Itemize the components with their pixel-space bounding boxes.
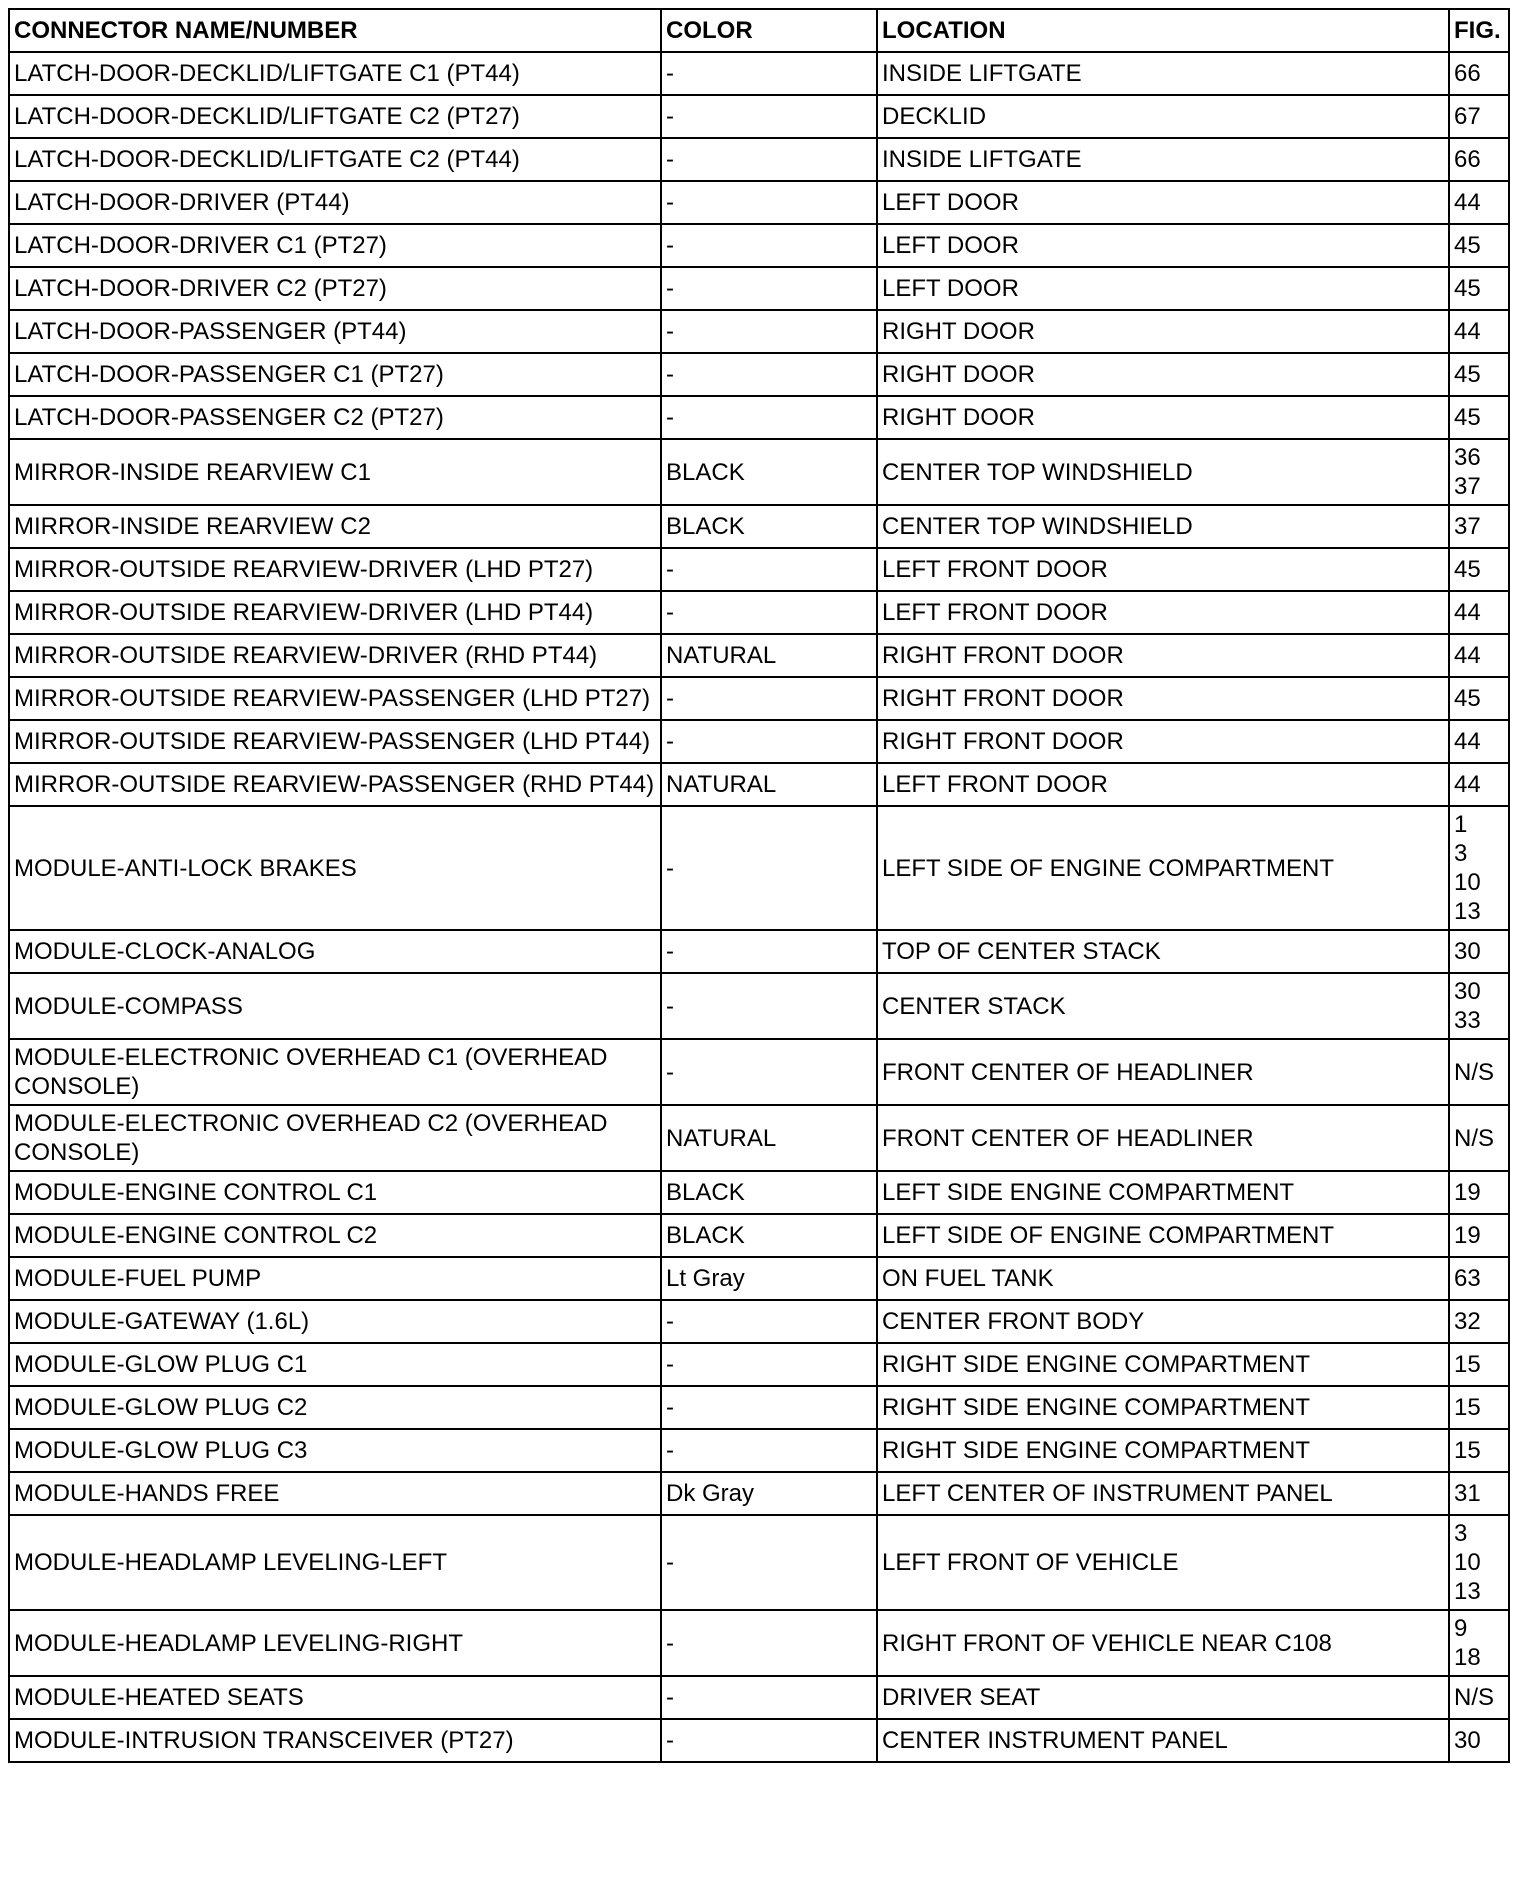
color-cell: - [661, 310, 877, 353]
fig-cell [1449, 1171, 1509, 1214]
fig-cell [1449, 224, 1509, 267]
fig-cell [1449, 1386, 1509, 1429]
table-row [9, 1105, 1509, 1171]
table-row [9, 181, 1509, 224]
location-cell: TOP OF CENTER STACK [877, 930, 1449, 973]
connector-name-cell: MODULE-FUEL PUMP [9, 1257, 661, 1300]
table-row [9, 1343, 1509, 1386]
fig-cell [1449, 267, 1509, 310]
location-cell: RIGHT FRONT OF VEHICLE NEAR C108 [877, 1610, 1449, 1676]
fig-cell [1449, 95, 1509, 138]
fig-number: N/S [1454, 1124, 1495, 1152]
connector-name-cell: LATCH-DOOR-DECKLID/LIFTGATE C2 (PT44) [9, 138, 661, 181]
color-cell: - [661, 52, 877, 95]
connector-name-cell: MODULE-GLOW PLUG C3 [9, 1429, 661, 1472]
color-cell: BLACK [661, 1214, 877, 1257]
table-row [9, 505, 1509, 548]
location-cell: LEFT FRONT OF VEHICLE [877, 1515, 1449, 1610]
fig-cell [1449, 1105, 1509, 1171]
location-cell: CENTER STACK [877, 973, 1449, 1039]
fig-number: 18 [1454, 1644, 1481, 1671]
color-cell: - [661, 138, 877, 181]
fig-number: 15 [1454, 1351, 1481, 1378]
location-cell: INSIDE LIFTGATE [877, 52, 1449, 95]
fig-number: 37 [1454, 513, 1481, 540]
connector-name-cell: MODULE-INTRUSION TRANSCEIVER (PT27) [9, 1719, 661, 1762]
color-cell: - [661, 1610, 877, 1676]
connector-name-cell: MODULE-GATEWAY (1.6L) [9, 1300, 661, 1343]
fig-cell [1449, 396, 1509, 439]
location-cell: LEFT DOOR [877, 267, 1449, 310]
location-cell: DECKLID [877, 95, 1449, 138]
color-cell: - [661, 181, 877, 224]
fig-number: N/S [1454, 1058, 1495, 1086]
connector-name-cell: LATCH-DOOR-PASSENGER (PT44) [9, 310, 661, 353]
connector-name-cell: MIRROR-OUTSIDE REARVIEW-DRIVER (RHD PT44) [9, 634, 661, 677]
color-cell: - [661, 591, 877, 634]
fig-number: 37 [1454, 473, 1481, 500]
table-row [9, 1386, 1509, 1429]
color-cell: - [661, 1515, 877, 1610]
fig-cell [1449, 310, 1509, 353]
color-cell: - [661, 1386, 877, 1429]
location-cell: RIGHT SIDE ENGINE COMPARTMENT [877, 1386, 1449, 1429]
table-row [9, 310, 1509, 353]
fig-cell [1449, 634, 1509, 677]
connector-name-cell: MODULE-HANDS FREE [9, 1472, 661, 1515]
connector-name-cell: MIRROR-INSIDE REARVIEW C2 [9, 505, 661, 548]
table-row [9, 1676, 1509, 1719]
fig-number: 13 [1454, 898, 1481, 925]
location-cell: LEFT SIDE OF ENGINE COMPARTMENT [877, 1214, 1449, 1257]
table-body [9, 52, 1509, 1762]
table-row [9, 224, 1509, 267]
table-row [9, 1719, 1509, 1762]
fig-cell [1449, 181, 1509, 224]
table-row [9, 634, 1509, 677]
connector-name-cell: MODULE-ENGINE CONTROL C1 [9, 1171, 661, 1214]
fig-cell [1449, 677, 1509, 720]
location-cell: CENTER INSTRUMENT PANEL [877, 1719, 1449, 1762]
color-cell: - [661, 1429, 877, 1472]
fig-number: 44 [1454, 318, 1481, 345]
fig-cell [1449, 1257, 1509, 1300]
fig-cell [1449, 1676, 1509, 1719]
fig-number: 3 [1454, 840, 1468, 867]
fig-number: 67 [1454, 103, 1481, 130]
fig-number: 9 [1454, 1615, 1468, 1642]
fig-cell [1449, 1429, 1509, 1472]
connector-name-cell: MODULE-COMPASS [9, 973, 661, 1039]
fig-number: 45 [1454, 275, 1481, 302]
color-cell: BLACK [661, 439, 877, 505]
location-cell: LEFT SIDE ENGINE COMPARTMENT [877, 1171, 1449, 1214]
table-row [9, 930, 1509, 973]
location-cell: RIGHT FRONT DOOR [877, 720, 1449, 763]
fig-cell [1449, 505, 1509, 548]
location-cell: LEFT CENTER OF INSTRUMENT PANEL [877, 1472, 1449, 1515]
fig-number: 63 [1454, 1265, 1481, 1292]
fig-cell [1449, 138, 1509, 181]
fig-number: 33 [1454, 1007, 1481, 1034]
table-row [9, 973, 1509, 1039]
table-row [9, 806, 1509, 930]
table-row [9, 720, 1509, 763]
fig-cell [1449, 973, 1509, 1039]
color-cell: - [661, 720, 877, 763]
location-cell: LEFT DOOR [877, 181, 1449, 224]
table-row [9, 52, 1509, 95]
connector-name-cell: LATCH-DOOR-PASSENGER C2 (PT27) [9, 396, 661, 439]
location-cell: ON FUEL TANK [877, 1257, 1449, 1300]
table-row [9, 548, 1509, 591]
connector-name-cell: MIRROR-OUTSIDE REARVIEW-DRIVER (LHD PT27) [9, 548, 661, 591]
header-fig: FIG. [1449, 9, 1509, 52]
fig-number: 44 [1454, 728, 1481, 755]
fig-number: 19 [1454, 1222, 1481, 1249]
color-cell: - [661, 806, 877, 930]
color-cell: - [661, 1343, 877, 1386]
fig-cell [1449, 548, 1509, 591]
location-cell: LEFT DOOR [877, 224, 1449, 267]
fig-cell [1449, 1472, 1509, 1515]
header-color: COLOR [661, 9, 877, 52]
fig-number: 19 [1454, 1179, 1481, 1206]
connector-name-cell: MODULE-ENGINE CONTROL C2 [9, 1214, 661, 1257]
connector-table [8, 8, 1510, 1763]
fig-number: 44 [1454, 189, 1481, 216]
table-row [9, 1515, 1509, 1610]
table-row [9, 1300, 1509, 1343]
connector-name-cell: MIRROR-OUTSIDE REARVIEW-DRIVER (LHD PT44) [9, 591, 661, 634]
location-cell: RIGHT DOOR [877, 353, 1449, 396]
location-cell: FRONT CENTER OF HEADLINER [877, 1105, 1449, 1171]
location-cell: RIGHT FRONT DOOR [877, 634, 1449, 677]
connector-name-cell: LATCH-DOOR-PASSENGER C1 (PT27) [9, 353, 661, 396]
connector-name-cell: MODULE-ANTI-LOCK BRAKES [9, 806, 661, 930]
fig-cell [1449, 1039, 1509, 1105]
location-cell: RIGHT FRONT DOOR [877, 677, 1449, 720]
color-cell: - [661, 1719, 877, 1762]
fig-cell [1449, 1515, 1509, 1610]
connector-name-cell: LATCH-DOOR-DECKLID/LIFTGATE C2 (PT27) [9, 95, 661, 138]
fig-number: 15 [1454, 1394, 1481, 1421]
fig-cell [1449, 591, 1509, 634]
location-cell: RIGHT DOOR [877, 310, 1449, 353]
fig-number: 45 [1454, 556, 1481, 583]
connector-name-cell: MODULE-ELECTRONIC OVERHEAD C1 (OVERHEAD CONSOLE) [9, 1039, 661, 1105]
fig-cell [1449, 52, 1509, 95]
fig-number: 30 [1454, 978, 1481, 1005]
table-row [9, 353, 1509, 396]
color-cell: - [661, 1039, 877, 1105]
color-cell: - [661, 548, 877, 591]
fig-number: 66 [1454, 146, 1481, 173]
header-connector-name: CONNECTOR NAME/NUMBER [9, 9, 661, 52]
table-row [9, 591, 1509, 634]
connector-name-cell: MODULE-ELECTRONIC OVERHEAD C2 (OVERHEAD CONSOLE) [9, 1105, 661, 1171]
fig-cell [1449, 720, 1509, 763]
fig-number: 44 [1454, 642, 1481, 669]
fig-number: 10 [1454, 869, 1481, 896]
fig-number: 31 [1454, 1480, 1481, 1507]
connector-name-cell: MODULE-GLOW PLUG C2 [9, 1386, 661, 1429]
table-row [9, 763, 1509, 806]
fig-number: 44 [1454, 771, 1481, 798]
color-cell: - [661, 1300, 877, 1343]
table-row [9, 1171, 1509, 1214]
location-cell: CENTER TOP WINDSHIELD [877, 439, 1449, 505]
table-row [9, 1039, 1509, 1105]
table-header-row [9, 9, 1509, 52]
color-cell: NATURAL [661, 1105, 877, 1171]
table-row [9, 396, 1509, 439]
color-cell: - [661, 677, 877, 720]
location-cell: RIGHT DOOR [877, 396, 1449, 439]
fig-number: 45 [1454, 404, 1481, 431]
color-cell: - [661, 224, 877, 267]
table-row [9, 267, 1509, 310]
table-row [9, 1472, 1509, 1515]
location-cell: CENTER FRONT BODY [877, 1300, 1449, 1343]
fig-cell [1449, 1610, 1509, 1676]
fig-cell [1449, 930, 1509, 973]
location-cell: RIGHT SIDE ENGINE COMPARTMENT [877, 1429, 1449, 1472]
color-cell: - [661, 267, 877, 310]
connector-name-cell: MIRROR-OUTSIDE REARVIEW-PASSENGER (RHD PT44) [9, 763, 661, 806]
fig-cell [1449, 1719, 1509, 1762]
location-cell: LEFT FRONT DOOR [877, 591, 1449, 634]
fig-cell [1449, 439, 1509, 505]
connector-name-cell: MODULE-HEADLAMP LEVELING-RIGHT [9, 1610, 661, 1676]
fig-number: 1 [1454, 811, 1468, 838]
connector-name-cell: LATCH-DOOR-DRIVER C2 (PT27) [9, 267, 661, 310]
color-cell: BLACK [661, 1171, 877, 1214]
color-cell: - [661, 973, 877, 1039]
connector-name-cell: MODULE-HEADLAMP LEVELING-LEFT [9, 1515, 661, 1610]
connector-name-cell: MIRROR-INSIDE REARVIEW C1 [9, 439, 661, 505]
color-cell: Dk Gray [661, 1472, 877, 1515]
color-cell: NATURAL [661, 634, 877, 677]
fig-number: 66 [1454, 60, 1481, 87]
fig-cell [1449, 1214, 1509, 1257]
location-cell: LEFT SIDE OF ENGINE COMPARTMENT [877, 806, 1449, 930]
fig-number: N/S [1454, 1684, 1495, 1711]
location-cell: RIGHT SIDE ENGINE COMPARTMENT [877, 1343, 1449, 1386]
fig-number: 45 [1454, 232, 1481, 259]
color-cell: - [661, 95, 877, 138]
color-cell: - [661, 930, 877, 973]
connector-name-cell: MODULE-HEATED SEATS [9, 1676, 661, 1719]
table-row [9, 1257, 1509, 1300]
color-cell: - [661, 1676, 877, 1719]
connector-name-cell: MIRROR-OUTSIDE REARVIEW-PASSENGER (LHD PT44) [9, 720, 661, 763]
fig-cell [1449, 353, 1509, 396]
location-cell: LEFT FRONT DOOR [877, 763, 1449, 806]
fig-cell [1449, 1300, 1509, 1343]
connector-name-cell: LATCH-DOOR-DRIVER (PT44) [9, 181, 661, 224]
fig-number: 3 [1454, 1520, 1468, 1547]
table-row [9, 439, 1509, 505]
connector-name-cell: LATCH-DOOR-DRIVER C1 (PT27) [9, 224, 661, 267]
table-row [9, 677, 1509, 720]
fig-number: 36 [1454, 444, 1481, 471]
connector-name-cell: MODULE-GLOW PLUG C1 [9, 1343, 661, 1386]
fig-cell [1449, 1343, 1509, 1386]
location-cell: DRIVER SEAT [877, 1676, 1449, 1719]
fig-number: 15 [1454, 1437, 1481, 1464]
connector-table-page [8, 8, 1508, 1763]
color-cell: BLACK [661, 505, 877, 548]
table-row [9, 1429, 1509, 1472]
table-row [9, 1214, 1509, 1257]
fig-number: 32 [1454, 1308, 1481, 1335]
fig-cell [1449, 763, 1509, 806]
table-row [9, 1610, 1509, 1676]
fig-number: 30 [1454, 938, 1481, 965]
fig-cell [1449, 806, 1509, 930]
color-cell: - [661, 353, 877, 396]
fig-number: 45 [1454, 361, 1481, 388]
location-cell: FRONT CENTER OF HEADLINER [877, 1039, 1449, 1105]
connector-name-cell: MODULE-CLOCK-ANALOG [9, 930, 661, 973]
color-cell: NATURAL [661, 763, 877, 806]
header-location: LOCATION [877, 9, 1449, 52]
color-cell: - [661, 396, 877, 439]
fig-number: 13 [1454, 1578, 1481, 1605]
location-cell: LEFT FRONT DOOR [877, 548, 1449, 591]
connector-name-cell: LATCH-DOOR-DECKLID/LIFTGATE C1 (PT44) [9, 52, 661, 95]
fig-number: 10 [1454, 1549, 1481, 1576]
location-cell: CENTER TOP WINDSHIELD [877, 505, 1449, 548]
fig-number: 30 [1454, 1727, 1481, 1754]
color-cell: Lt Gray [661, 1257, 877, 1300]
table-row [9, 95, 1509, 138]
location-cell: INSIDE LIFTGATE [877, 138, 1449, 181]
connector-name-cell: MIRROR-OUTSIDE REARVIEW-PASSENGER (LHD PT27) [9, 677, 661, 720]
fig-number: 44 [1454, 599, 1481, 626]
fig-number: 45 [1454, 685, 1481, 712]
table-row [9, 138, 1509, 181]
